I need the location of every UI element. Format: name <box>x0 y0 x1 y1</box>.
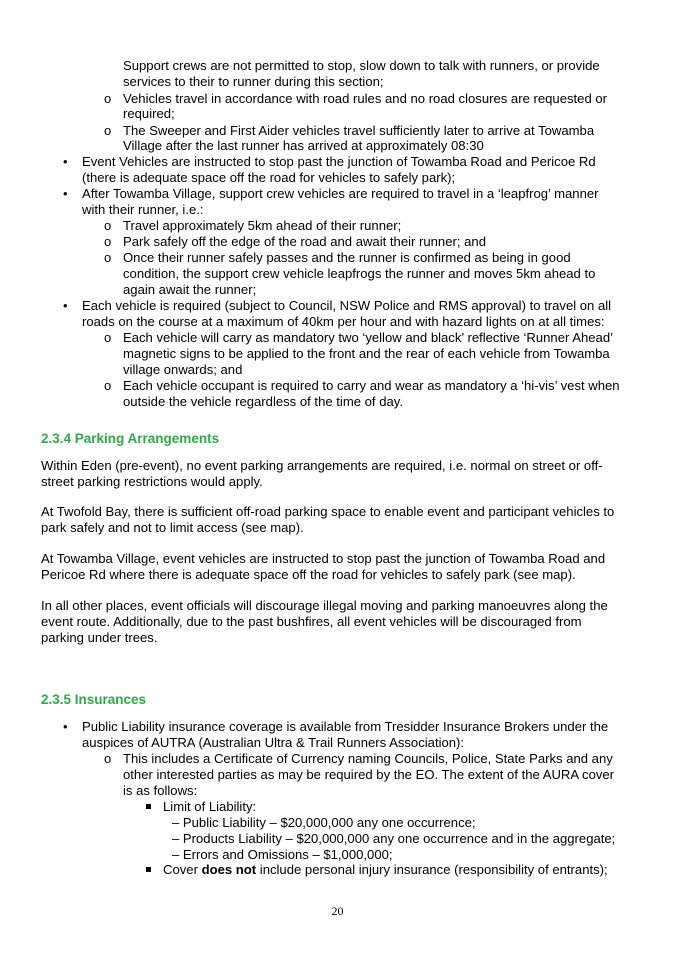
text-line: parking under trees. <box>41 630 158 645</box>
text-line: This includes a Certificate of Currency naming Councils, Police, State Parks and any <box>123 751 613 766</box>
bold-text: does not <box>201 862 257 877</box>
circle-bullet-icon: o <box>104 91 112 106</box>
text-line: Pericoe Rd where there is adequate space off the road for vehicles to safely park (see map). <box>41 567 576 582</box>
bullet-icon: • <box>63 186 68 201</box>
text-line: auspices of AUTRA (Australian Ultra & Trail Runners Association): <box>82 735 465 750</box>
circle-bullet-icon: o <box>104 250 112 265</box>
text-line: – Public Liability – $20,000,000 any one occurrence; <box>172 815 476 830</box>
text-line: roads on the course at a maximum of 40km per hour and with hazard lights on at all times: <box>82 314 605 329</box>
circle-bullet-icon: o <box>104 751 112 766</box>
text-line: again await the runner; <box>123 282 257 297</box>
bullet-icon: • <box>63 154 68 169</box>
page-number: 20 <box>331 904 344 918</box>
text-line: magnetic signs to be applied to the front and the rear of each vehicle from Towamba <box>123 346 610 361</box>
bullet-icon: • <box>63 719 68 734</box>
text-line: Each vehicle is required (subject to Council, NSW Police and RMS approval) to travel on all <box>82 298 612 313</box>
text-line: At Towamba Village, event vehicles are instructed to stop past the junction of Towamba Road and <box>41 551 606 566</box>
text-line: Vehicles travel in accordance with road rules and no road closures are requested or <box>123 91 608 106</box>
square-bullet-icon <box>146 804 151 809</box>
text-line: Within Eden (pre-event), no event parking arrangements are required, i.e. normal on street or off- <box>41 458 603 473</box>
text-line: condition, the support crew vehicle leapfrogs the runner and moves 5km ahead to <box>123 266 596 281</box>
text-line: At Twofold Bay, there is sufficient off-road parking space to enable event and participant vehicles to <box>41 504 615 519</box>
text-run: include personal injury insurance (responsibility of entrants); <box>256 862 608 877</box>
text-run: Cover <box>163 862 202 877</box>
section-heading: 2.3.5 Insurances <box>41 692 147 707</box>
text-line: In all other places, event officials will discourage illegal moving and parking manoeuvres along the <box>41 598 608 613</box>
text-line: is as follows: <box>123 783 198 798</box>
text-line: Each vehicle will carry as mandatory two ‘yellow and black’ reflective ‘Runner Ahead’ <box>123 330 614 345</box>
section-heading: 2.3.4 Parking Arrangements <box>41 431 220 446</box>
text-line: After Towamba Village, support crew vehicles are required to travel in a ‘leapfrog’ manner <box>82 186 599 201</box>
circle-bullet-icon: o <box>104 123 112 138</box>
text-line: Village after the last runner has arrived at approximately 08:30 <box>123 138 484 153</box>
circle-bullet-icon: o <box>104 218 112 233</box>
circle-bullet-icon: o <box>104 330 112 345</box>
text-line: with their runner, i.e.: <box>82 202 204 217</box>
text-line: street parking restrictions would apply. <box>41 474 263 489</box>
text-line: – Errors and Omissions – $1,000,000; <box>172 847 393 862</box>
text-line: Once their runner safely passes and the runner is confirmed as being in good <box>123 250 571 265</box>
square-bullet-icon <box>146 867 151 872</box>
text-line: park safely and not to limit access (see map). <box>41 520 304 535</box>
text-line: Event Vehicles are instructed to stop past the junction of Towamba Road and Pericoe Rd <box>82 154 596 169</box>
text-line: Support crews are not permitted to stop, slow down to talk with runners, or provide <box>123 58 600 73</box>
text-line <box>163 861 608 878</box>
text-line: Travel approximately 5km ahead of their runner; <box>123 218 402 233</box>
text-line: Park safely off the edge of the road and await their runner; and <box>123 234 486 249</box>
text-line: Limit of Liability: <box>163 799 257 814</box>
text-line: services to their to runner during this section; <box>123 74 384 89</box>
text-line: other interested parties as may be required by the EO. The extent of the AURA cover <box>123 767 615 782</box>
text-line: village onwards; and <box>123 362 243 377</box>
text-line: (there is adequate space off the road for vehicles to safely park); <box>82 170 456 185</box>
circle-bullet-icon: o <box>104 234 112 249</box>
text-line: outside the vehicle regardless of the time of day. <box>123 394 403 409</box>
text-line: Public Liability insurance coverage is available from Tresidder Insurance Brokers under the <box>82 719 609 734</box>
bullet-icon: • <box>63 298 68 313</box>
text-line: Each vehicle occupant is required to carry and wear as mandatory a ‘hi-vis’ vest when <box>123 378 620 393</box>
text-line: The Sweeper and First Aider vehicles travel sufficiently later to arrive at Towamba <box>123 123 595 138</box>
text-line: event route. Additionally, due to the past bushfires, all event vehicles will be discouraged from <box>41 614 582 629</box>
text-line: – Products Liability – $20,000,000 any one occurrence and in the aggregate; <box>172 831 616 846</box>
circle-bullet-icon: o <box>104 378 112 393</box>
text-line: required; <box>123 106 175 121</box>
